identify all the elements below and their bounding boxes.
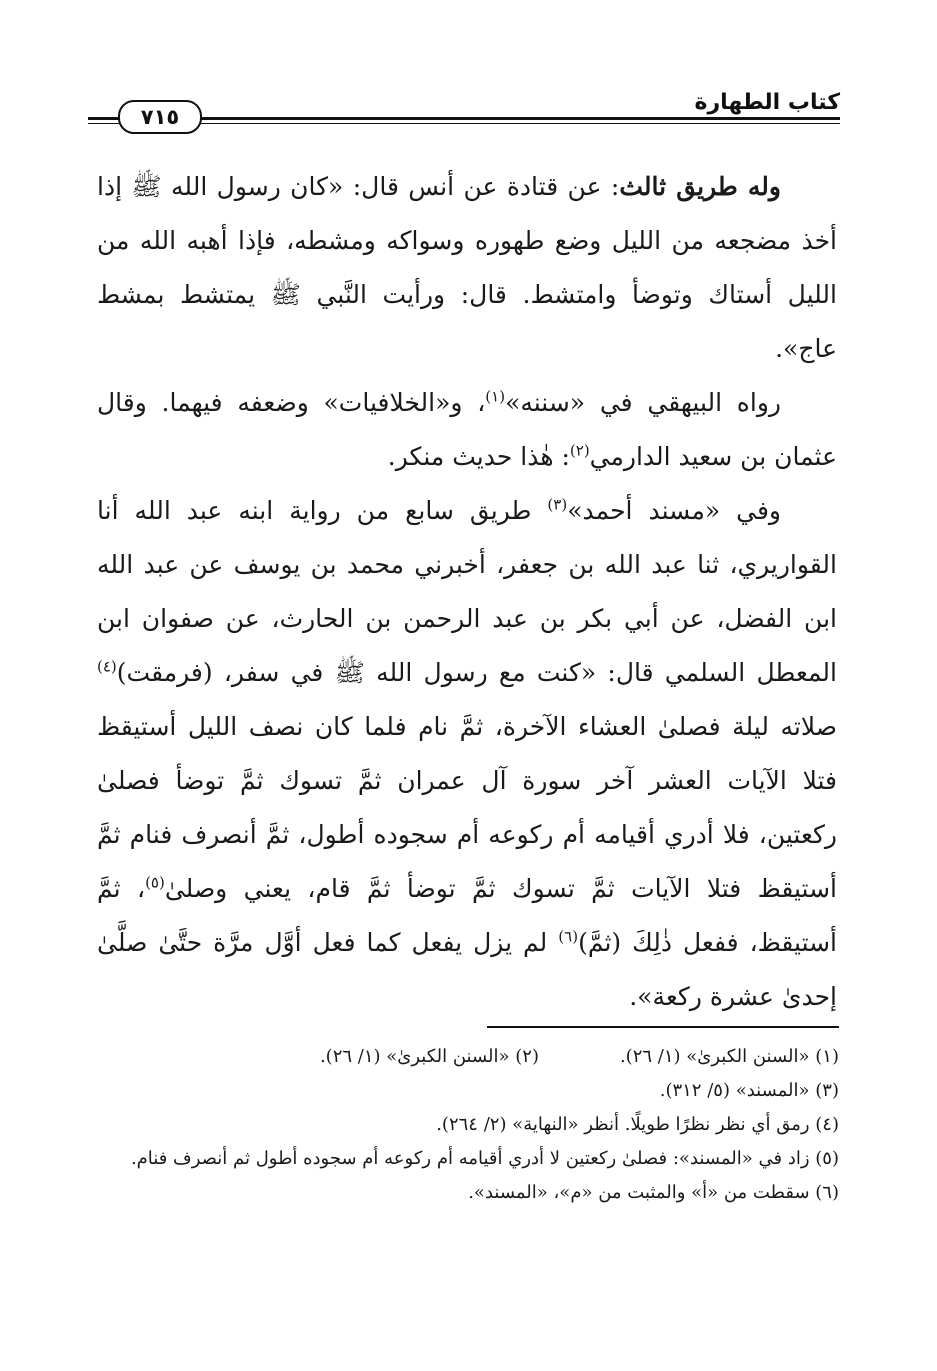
footnote-1: (١) «السنن الكبرىٰ» (١/ ٢٦). xyxy=(619,1046,839,1067)
section-lead: وله طريق ثالث xyxy=(619,172,781,201)
footnote-4: (٤) رمق أي نظر نظرًا طويلًا. أنظر «النهاية» (٢/ ٢٦٤). xyxy=(436,1114,839,1135)
page-number: ٧١٥ xyxy=(118,100,202,134)
footnote-2: (٢) «السنن الكبرىٰ» (١/ ٢٦). xyxy=(319,1046,539,1067)
footnotes xyxy=(97,1040,839,1210)
footnote-ref-1: (١) xyxy=(485,387,506,406)
footnote-ref-4: (٤) xyxy=(97,657,117,676)
paragraph-1-text: : عن قتادة عن أنس قال: «كان رسول الله ﷺ إذا أخذ مضجعه من الليل وضع طهوره وسواكه ومشطه، فإذا أهبه الله من الليل أستاك وتوضأ وامتشط. قال: ورأيت النَّبي ﷺ يمتشط بمشط عاج». xyxy=(97,172,837,363)
footnote-ref-2: (٢) xyxy=(569,441,590,460)
paragraph-3-text-a: وفي «مسند أحمد» xyxy=(567,496,781,525)
page-header xyxy=(88,84,840,134)
footnote-ref-5: (٥) xyxy=(145,873,165,892)
main-text xyxy=(97,160,837,1024)
paragraph-3-text-b: طريق سابع من رواية ابنه عبد الله أنا القواريري، ثنا عبد الله بن جعفر، أخبرني محمد بن يوسف عن عبد الله ابن الفضل، عن أبي بكر بن عبد الرحمن بن الحارث، عن صفوان ابن المعطل السلمي قال: «كنت مع رسول الله ﷺ في سفر، (فرمقت) xyxy=(97,496,837,687)
footnote-ref-6: (٦) xyxy=(558,927,579,946)
paragraph-2-text-c: : هٰذا حديث منكر. xyxy=(387,442,570,471)
paragraph-2-text-b: ، و«الخلافيات» وضعفه فيهما. وقال عثمان بن سعيد الدارمي xyxy=(97,388,837,471)
paragraph-2-text-a: رواه البيهقي في «سننه» xyxy=(505,388,781,417)
paragraph-3 xyxy=(97,484,837,1024)
paragraph-3-text-d: ، ثمَّ أستيقظ، ففعل ذٰلِكَ (ثمَّ) xyxy=(97,874,838,957)
footnote-row-1-2 xyxy=(97,1040,839,1074)
footnote-6: (٦) سقطت من «أ» والمثبت من «م»، «المسند». xyxy=(468,1182,839,1203)
footnote-separator xyxy=(487,1026,839,1028)
paragraph-3-text-c: صلاته ليلة فصلىٰ العشاء الآخرة، ثمَّ نام فلما كان نصف الليل أستيقظ فتلا الآيات العشر آخر سورة آل عمران ثمَّ تسوك ثمَّ توضأ فصلىٰ ركعتين، فلا أدري أقيامه أم ركوعه أم سجوده أطول، ثمَّ أنصرف فنام ثمَّ أستيقظ فتلا الآيات ثمَّ تسوك ثمَّ توضأ ثمَّ قام، يعني وصلىٰ xyxy=(97,712,837,903)
footnote-3: (٣) «المسند» (٥/ ٣١٢). xyxy=(659,1080,839,1101)
paragraph-1 xyxy=(97,160,837,376)
chapter-title: كتاب الطهارة xyxy=(694,90,840,115)
paragraph-2 xyxy=(97,376,837,484)
paragraph-3-text-e: لم يزل يفعل كما فعل أوَّل مرَّة حتَّىٰ صلَّىٰ إحدىٰ عشرة ركعة». xyxy=(97,928,837,1011)
footnote-5: (٥) زاد في «المسند»: فصلىٰ ركعتين لا أدري أقيامه أم ركوعه أم سجوده أطول ثم أنصرف فنام. xyxy=(130,1148,839,1169)
footnote-ref-3: (٣) xyxy=(547,495,568,514)
